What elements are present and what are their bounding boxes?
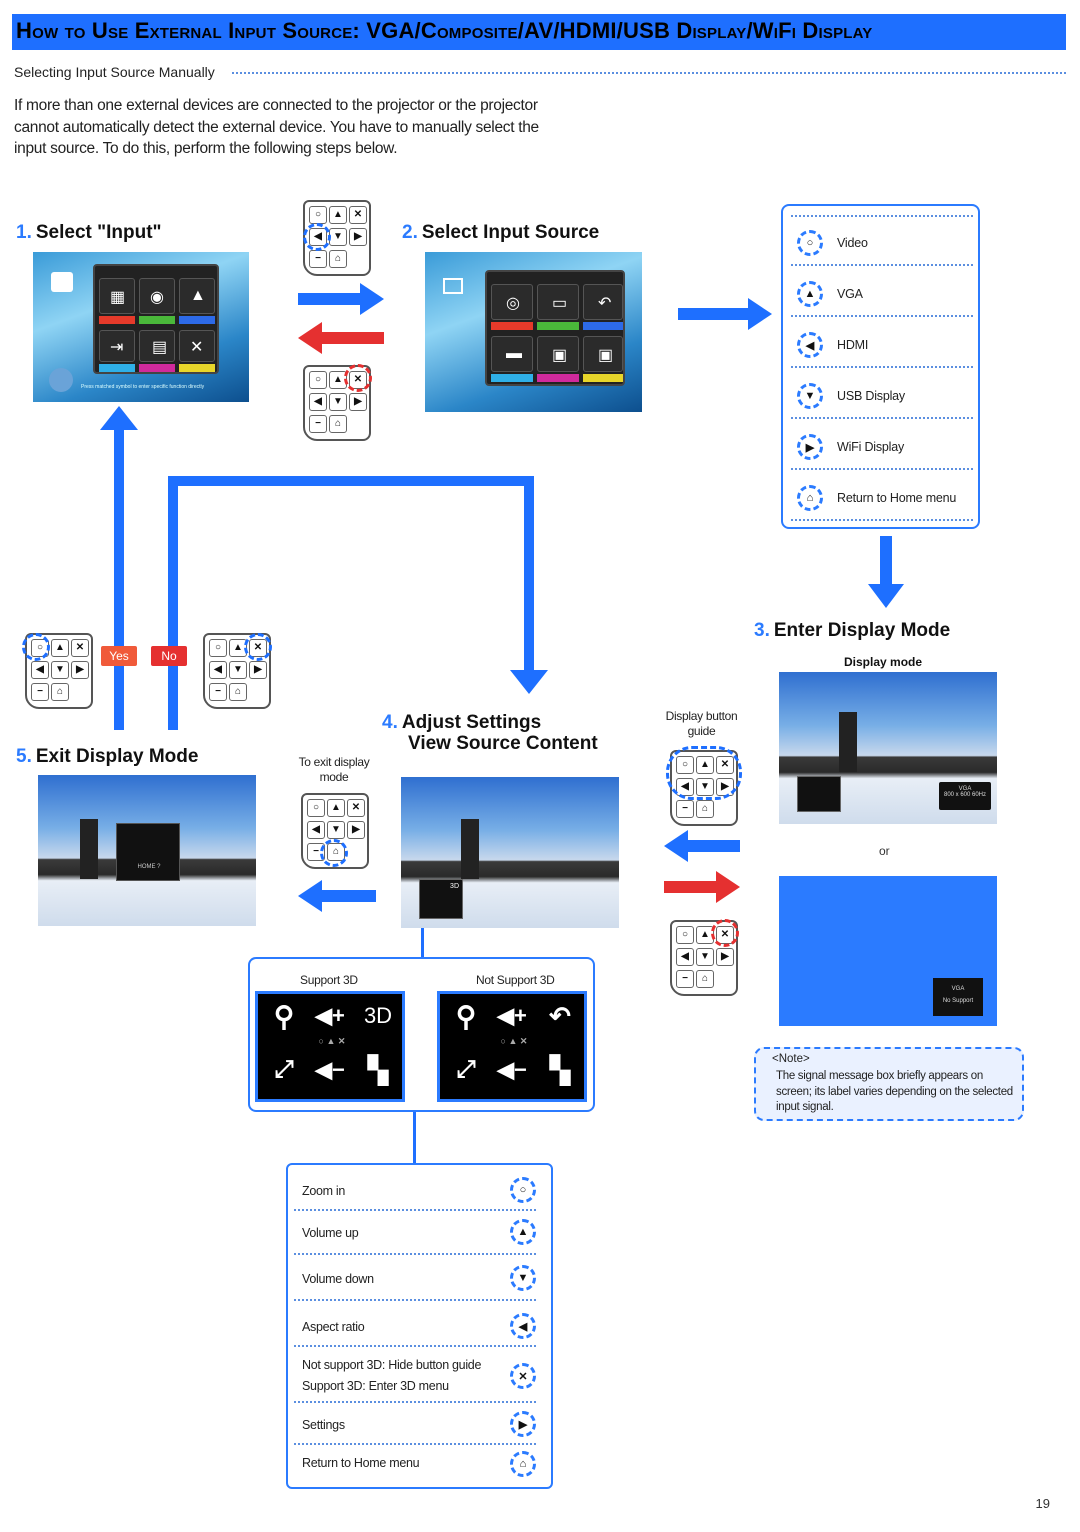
source-label: HDMI xyxy=(837,338,869,352)
setup-tile: ✕ xyxy=(179,330,215,362)
arrow-right-icon xyxy=(664,881,718,893)
3d-icon: 3D xyxy=(363,1003,393,1028)
button-guide-comparison xyxy=(248,957,595,1112)
x-button-icon: ✕ xyxy=(510,1363,536,1389)
signal-title: VGA xyxy=(958,786,972,792)
remote-keypad: ○ ▲ ✕ ◀ ▼ ▶ − ⌂ xyxy=(303,365,371,441)
function-label: Support 3D: Enter 3D menu xyxy=(302,1379,449,1393)
connector-line xyxy=(524,476,534,672)
no-badge: No xyxy=(151,646,187,666)
arrow-right-icon xyxy=(298,293,362,305)
source-label: Return to Home menu xyxy=(837,491,957,505)
remote-keypad: ○ ▲ ✕ ◀ ▼ ▶ − ⌂ xyxy=(301,793,369,869)
right-button-icon: ▶ xyxy=(797,434,823,460)
support-3d-label: Support 3D xyxy=(300,973,358,987)
photo-tile: ▲ xyxy=(179,278,215,314)
note-box xyxy=(754,1047,1024,1121)
guide-not-support-3d xyxy=(437,991,587,1102)
down-button-icon: ▼ xyxy=(510,1265,536,1291)
remote-keypad: ○ ▲ ✕ ◀ ▼ ▶ − ⌂ xyxy=(203,633,271,709)
function-item-settings[interactable] xyxy=(294,1403,536,1445)
function-item-home[interactable] xyxy=(294,1445,536,1483)
logo-icon xyxy=(49,368,73,392)
yellow-bar xyxy=(583,374,623,382)
no-signal-screenshot xyxy=(779,876,997,1026)
step-2-title xyxy=(402,222,599,244)
source-item-usb-display[interactable] xyxy=(791,369,973,419)
source-item-vga[interactable] xyxy=(791,267,973,317)
hdmi-tile: ▬ xyxy=(491,336,533,372)
source-item-home[interactable] xyxy=(791,471,973,521)
cyan-bar xyxy=(491,374,533,382)
home-button-icon: ⌂ xyxy=(510,1451,536,1477)
step-label: Select Input Source xyxy=(421,222,600,243)
arrow-head xyxy=(298,880,322,912)
source-menu-screenshot xyxy=(425,252,642,412)
aspect-ratio-icon: ⤢ xyxy=(274,1056,294,1083)
yes-badge: Yes xyxy=(101,646,137,666)
down-button-icon: ▼ xyxy=(797,383,823,409)
not-support-3d-label: Not Support 3D xyxy=(476,973,555,987)
blue-bar xyxy=(179,316,215,324)
home-confirm-text: HOME ? xyxy=(137,864,161,870)
connector-line xyxy=(421,928,424,958)
volume-up-icon: ◀+ xyxy=(497,1003,527,1028)
function-label: Aspect ratio xyxy=(302,1320,365,1334)
home-button-icon: ⌂ xyxy=(797,485,823,511)
home-icon xyxy=(51,272,73,292)
source-label: USB Display xyxy=(837,389,905,403)
arrow-head xyxy=(100,406,138,430)
volume-down-icon: ◀− xyxy=(315,1057,345,1082)
intro-paragraph: If more than one external devices are connected to the projector or the projector cannot automatically detect the external device. You have to manually select the input source. To do this, perform the following steps below. xyxy=(14,97,539,157)
function-item-3d[interactable] xyxy=(294,1347,536,1403)
or-label: or xyxy=(879,844,890,858)
input-tile: ⇥ xyxy=(99,330,135,362)
video-tile: ▦ xyxy=(99,278,135,314)
button-guide-mini: 3D xyxy=(419,879,463,919)
arrow-head xyxy=(664,830,688,862)
step-number: 3. xyxy=(754,620,770,641)
remote-keypad: ○ ▲ ✕ ◀ ▼ ▶ − ⌂ xyxy=(670,750,738,826)
signal-info-box xyxy=(939,782,991,810)
step-number: 1. xyxy=(16,222,32,243)
source-item-video[interactable] xyxy=(791,216,973,266)
function-label: Zoom in xyxy=(302,1184,346,1198)
source-item-hdmi[interactable] xyxy=(791,318,973,368)
signal-resolution: 800 x 600 60Hz xyxy=(943,792,987,798)
function-label: Volume down xyxy=(302,1272,374,1286)
note-title: <Note> xyxy=(772,1053,810,1065)
wifi-display-tile: ▣ xyxy=(583,336,623,372)
red-bar xyxy=(99,316,135,324)
display-button-guide-caption: Display button guide xyxy=(665,709,738,738)
remote-keypad: ○ ▲ ✕ ◀ ▼ ▶ − ⌂ xyxy=(303,200,371,276)
right-button-icon: ▶ xyxy=(510,1411,536,1437)
highlight-ring xyxy=(320,839,348,867)
step-label: Enter Display Mode xyxy=(773,620,951,641)
zoom-icon: ⚲ xyxy=(273,1000,295,1032)
arrow-head xyxy=(360,283,384,315)
step-label: Adjust Settings xyxy=(401,712,542,733)
note-body: The signal message box briefly appears on screen; its label varies depending on the selected input signal. xyxy=(776,1070,1013,1113)
arrow-head xyxy=(868,584,904,608)
function-item-aspect-ratio[interactable] xyxy=(294,1301,536,1347)
left-button-icon: ◀ xyxy=(797,332,823,358)
source-label: VGA xyxy=(837,287,863,301)
remote-keypad: ○ ▲ ✕ ◀ ▼ ▶ − ⌂ xyxy=(25,633,93,709)
arrow-head xyxy=(748,298,772,330)
highlight-ring xyxy=(711,919,739,947)
highlight-ring xyxy=(244,633,272,661)
cyan-bar xyxy=(99,364,135,372)
guide-support-3d xyxy=(255,991,405,1102)
connector-line xyxy=(413,1112,416,1164)
green-bar xyxy=(537,322,579,330)
home-confirm-box xyxy=(116,823,180,881)
up-button-icon: ▲ xyxy=(510,1219,536,1245)
red-bar xyxy=(491,322,533,330)
to-exit-caption: To exit display mode xyxy=(298,755,370,784)
exit-mode-screenshot xyxy=(38,775,256,926)
music-tile: ◉ xyxy=(139,278,175,314)
arrow-head xyxy=(298,322,322,354)
no-support-box xyxy=(933,978,983,1016)
input-source-list xyxy=(781,204,980,529)
page-title: How to Use External Input Source: VGA/Composite/AV/HDMI/USB Display/WiFi Display xyxy=(16,18,873,43)
arrow-head xyxy=(716,871,740,903)
guide-button-row: ○ ▲ ✕ xyxy=(318,1035,346,1046)
highlight-ring xyxy=(344,364,372,392)
source-item-wifi-display[interactable] xyxy=(791,420,973,470)
zoom-icon: ⚲ xyxy=(455,1000,477,1032)
no-support-text: No Support xyxy=(942,998,974,1004)
source-menu-panel xyxy=(485,270,625,386)
circle-button-icon: ○ xyxy=(510,1177,536,1203)
castle-tower xyxy=(461,819,479,879)
display-mode-caption: Display mode xyxy=(844,655,923,669)
up-button-icon: ▲ xyxy=(797,281,823,307)
highlight-ring xyxy=(303,223,331,251)
usb-display-tile: ▣ xyxy=(537,336,579,372)
dotted-divider xyxy=(232,72,1066,74)
step-number: 5. xyxy=(16,746,32,767)
step-label: Exit Display Mode xyxy=(35,746,199,767)
magenta-bar xyxy=(139,364,175,372)
highlight-ring xyxy=(22,633,50,661)
function-item-volume-up[interactable] xyxy=(294,1211,536,1255)
arrow-left-icon xyxy=(322,890,376,902)
function-list xyxy=(286,1163,553,1489)
function-label: Volume up xyxy=(302,1226,359,1240)
office-tile: ▤ xyxy=(139,330,175,362)
aspect-ratio-icon: ⤢ xyxy=(456,1056,476,1083)
left-button-icon: ◀ xyxy=(510,1313,536,1339)
video-tile: ◎ xyxy=(491,284,533,320)
connector-line xyxy=(114,428,124,730)
display-mode-screenshot xyxy=(779,672,997,824)
yellow-bar xyxy=(179,364,215,372)
main-menu-screenshot xyxy=(33,252,249,402)
function-item-volume-down[interactable] xyxy=(294,1255,536,1301)
step-number: 2. xyxy=(402,222,418,243)
step-4-subtitle: View Source Content xyxy=(408,733,598,754)
step-label: Select "Input" xyxy=(35,222,162,243)
settings-icon: ▚ xyxy=(550,1054,570,1085)
highlight-ring xyxy=(666,746,742,800)
page-number: 19 xyxy=(1035,1496,1050,1511)
arrow-left-icon xyxy=(688,840,740,852)
back-icon: ↶ xyxy=(549,1000,571,1031)
step-number: 4. xyxy=(382,712,398,733)
source-label: WiFi Display xyxy=(837,440,905,454)
source-content-screenshot xyxy=(401,777,619,928)
connector-line xyxy=(168,476,178,730)
section-subheading: Selecting Input Source Manually xyxy=(14,64,215,80)
menu-hint: Press matched symbol to enter specific function directly xyxy=(81,384,205,390)
step-3-title xyxy=(754,620,950,642)
connector-line xyxy=(168,476,534,486)
function-label: Return to Home menu xyxy=(302,1456,420,1470)
source-label: Video xyxy=(837,236,868,250)
circle-button-icon: ○ xyxy=(797,230,823,256)
settings-icon: ▚ xyxy=(368,1054,388,1085)
signal-title: VGA xyxy=(951,986,965,992)
blue-bar xyxy=(583,322,623,330)
step-1-title xyxy=(16,222,162,244)
volume-up-icon: ◀+ xyxy=(315,1003,345,1028)
vga-tile: ▭ xyxy=(537,284,579,320)
arrow-right-icon xyxy=(678,308,750,320)
main-menu-panel xyxy=(93,264,219,374)
function-label: Not support 3D: Hide button guide xyxy=(302,1358,482,1372)
magenta-bar xyxy=(537,374,579,382)
arrow-left-icon xyxy=(322,332,384,344)
step-5-title xyxy=(16,746,198,768)
button-guide-mini xyxy=(797,776,841,812)
castle-tower xyxy=(80,819,98,879)
guide-button-row: ○ ▲ ✕ xyxy=(500,1035,528,1046)
castle-tower xyxy=(839,712,857,772)
arrow-head xyxy=(510,670,548,694)
back-tile: ↶ xyxy=(583,284,623,320)
input-icon xyxy=(443,278,463,294)
green-bar xyxy=(139,316,175,324)
step-4-title xyxy=(382,712,541,734)
remote-keypad: ○ ▲ ✕ ◀ ▼ ▶ − ⌂ xyxy=(670,920,738,996)
function-label: Settings xyxy=(302,1418,345,1432)
arrow-down-icon xyxy=(880,536,892,586)
volume-down-icon: ◀− xyxy=(497,1057,527,1082)
function-item-zoom-in[interactable] xyxy=(294,1169,536,1211)
